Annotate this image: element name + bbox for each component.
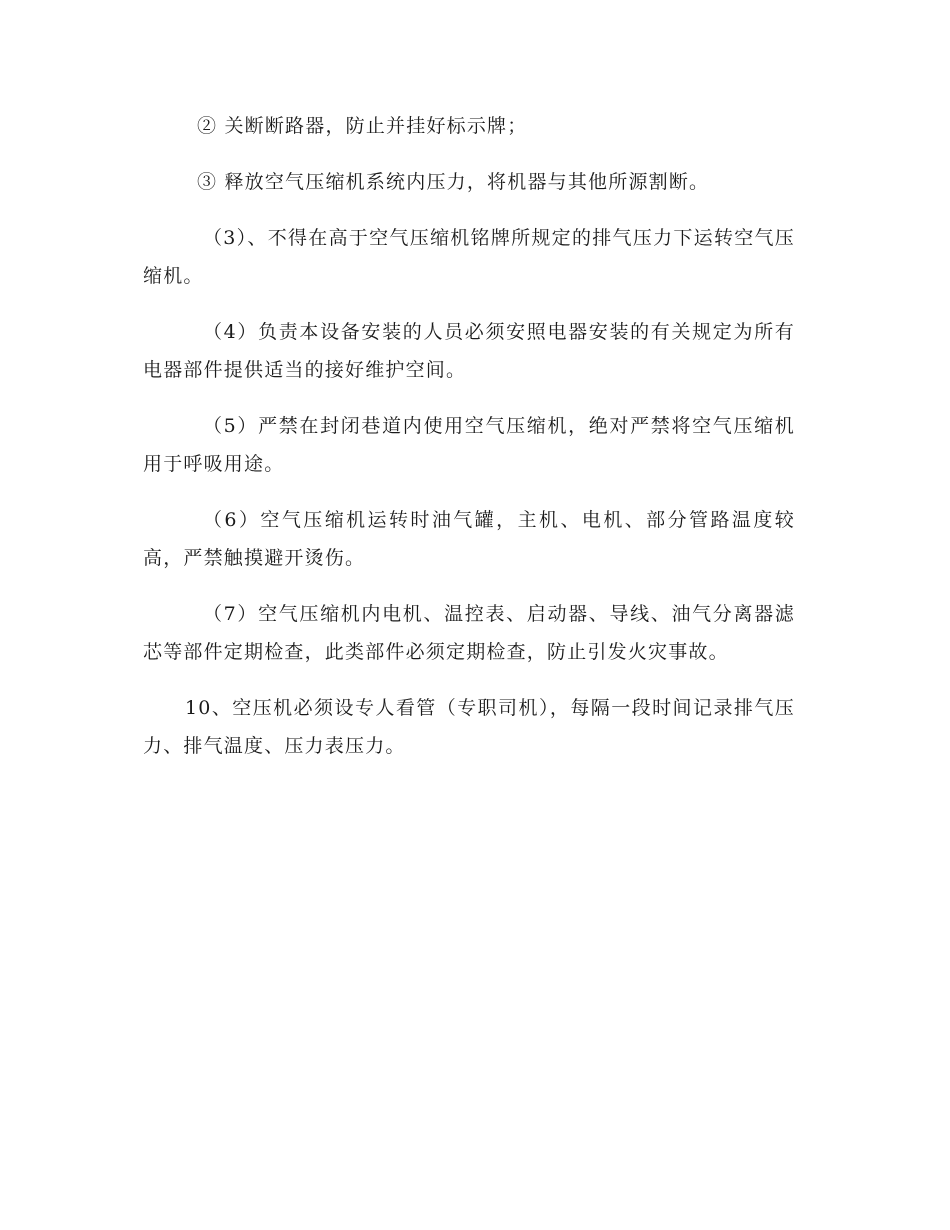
rule-5-paragraph: （5）严禁在封闭巷道内使用空气压缩机，绝对严禁将空气压缩机用于呼吸用途。 xyxy=(143,415,795,475)
step-3-paragraph: ③ 释放空气压缩机系统内压力，将机器与其他所源割断。 xyxy=(197,171,710,193)
document-body xyxy=(143,107,795,783)
rule-4-paragraph: （4）负责本设备安装的人员必须安照电器安装的有关规定为所有电器部件提供适当的接好维护空间。 xyxy=(143,321,795,381)
rule-7-paragraph: （7）空气压缩机内电机、温控表、启动器、导线、油气分离器滤芯等部件定期检查，此类部件必须定期检查，防止引发火灾事故。 xyxy=(143,603,795,663)
rule-6-paragraph: （6）空气压缩机运转时油气罐，主机、电机、部分管路温度较高，严禁触摸避开烫伤。 xyxy=(143,509,795,569)
step-2-paragraph: ② 关断断路器，防止并挂好标示牌； xyxy=(197,115,528,137)
rule-3-paragraph: （3）、不得在高于空气压缩机铭牌所规定的排气压力下运转空气压缩机。 xyxy=(143,227,795,287)
item-10-paragraph: 10、空压机必须设专人看管（专职司机），每隔一段时间记录排气压力、排气温度、压力表压力。 xyxy=(143,697,795,757)
